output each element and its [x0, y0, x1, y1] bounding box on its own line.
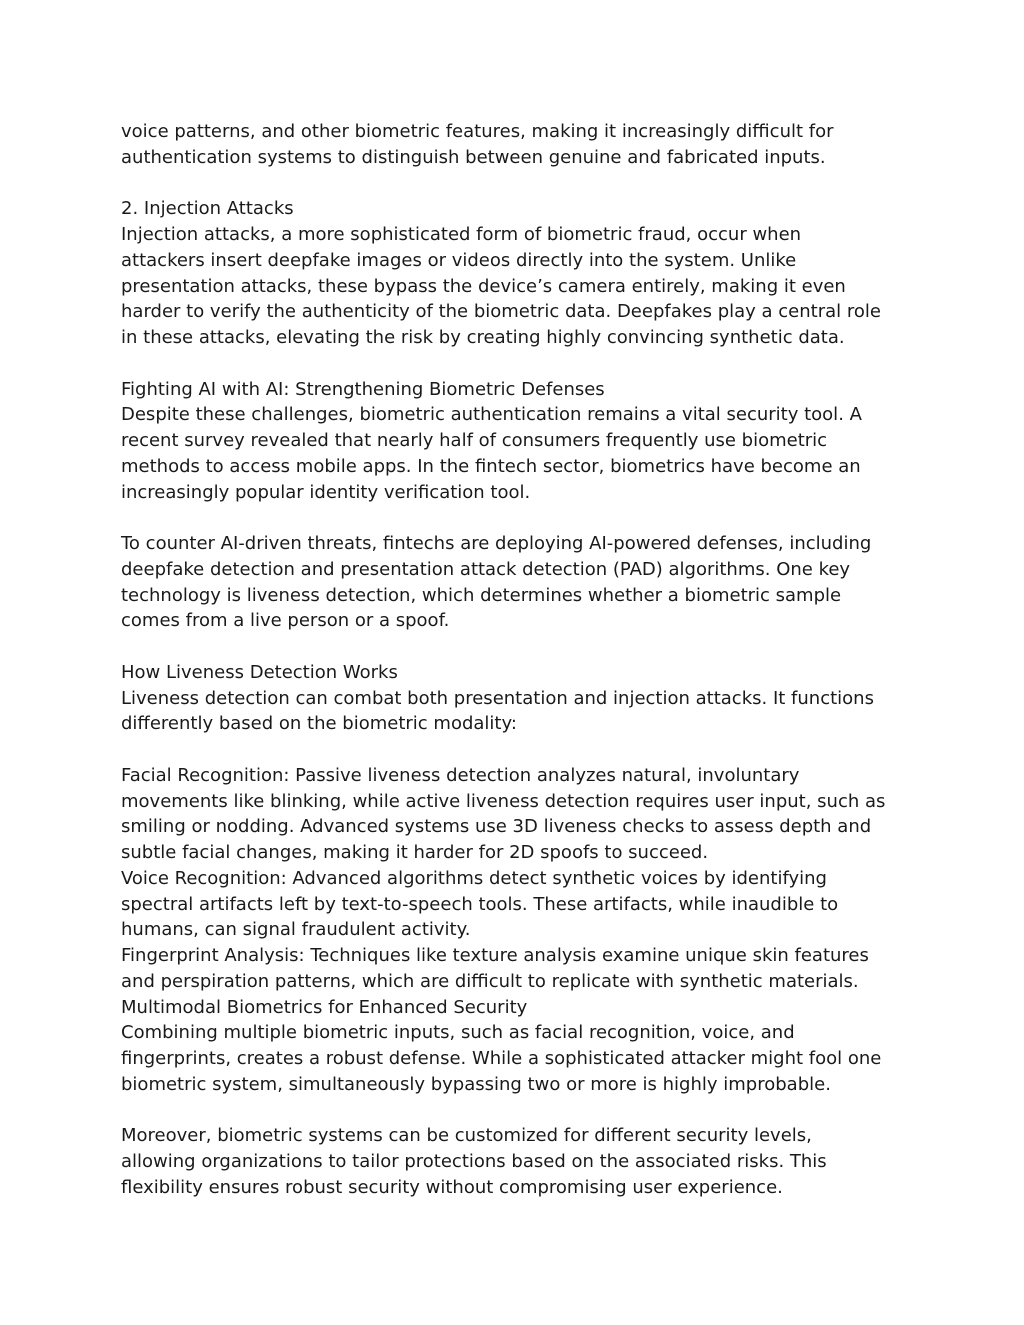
text-line: How Liveness Detection Works: [121, 661, 398, 683]
paragraph-intro-continuation: [121, 119, 921, 171]
text-line: voice patterns, and other biometric features, making it increasingly difficult for: [121, 121, 834, 142]
text-line: humans, can signal fraudulent activity.: [121, 919, 471, 941]
text-line: in these attacks, elevating the risk by creating highly convincing synthetic data.: [121, 327, 845, 348]
text-line: Despite these challenges, biometric authentication remains a vital security tool. A: [121, 404, 862, 426]
text-line: Liveness detection can combat both presentation and injection attacks. It functions: [121, 687, 874, 709]
paragraph-gap: [121, 171, 921, 197]
text-line: Facial Recognition: Passive liveness detection analyzes natural, involuntary: [121, 764, 800, 786]
paragraph-customization: [121, 1123, 921, 1200]
section-injection-attacks: [121, 196, 921, 351]
text-line: 2. Injection Attacks: [121, 198, 294, 220]
paragraph-gap: [121, 505, 921, 531]
text-line: fingerprints, creates a robust defense. While a sophisticated attacker might fool one: [121, 1048, 882, 1069]
text-line: smiling or nodding. Advanced systems use 3D liveness checks to assess depth and: [121, 816, 872, 838]
text-line: harder to verify the authenticity of the biometric data. Deepfakes play a central role: [121, 301, 881, 323]
text-line: allowing organizations to tailor protections based on the associated risks. This: [121, 1151, 827, 1172]
text-line: recent survey revealed that nearly half of consumers frequently use biometric: [121, 430, 828, 451]
paragraph-counter-threats: [121, 531, 921, 634]
text-line: subtle facial changes, making it harder for 2D spoofs to succeed.: [121, 842, 709, 863]
text-line: authentication systems to distinguish between genuine and fabricated inputs.: [121, 146, 826, 168]
text-line: Voice Recognition: Advanced algorithms detect synthetic voices by identifying: [121, 867, 827, 889]
text-line: deepfake detection and presentation attack detection (PAD) algorithms. One key: [121, 558, 851, 580]
text-line: differently based on the biometric modality:: [121, 713, 517, 735]
section-fighting-ai: [121, 377, 921, 506]
text-line: Multimodal Biometrics for Enhanced Security: [121, 996, 528, 1018]
text-line: Fingerprint Analysis: Techniques like texture analysis examine unique skin features: [121, 945, 869, 966]
text-line: comes from a live person or a spoof.: [121, 610, 450, 632]
text-line: Fighting AI with AI: Strengthening Biometric Defenses: [121, 378, 605, 400]
text-line: biometric system, simultaneously bypassing two or more is highly improbable.: [121, 1073, 831, 1095]
text-line: methods to access mobile apps. In the fintech sector, biometrics have become an: [121, 455, 861, 477]
text-line: and perspiration patterns, which are difficult to replicate with synthetic materials.: [121, 970, 859, 992]
text-line: increasingly popular identity verification tool.: [121, 481, 531, 503]
paragraph-gap: [121, 634, 921, 660]
text-line: attackers insert deepfake images or videos directly into the system. Unlike: [121, 249, 797, 271]
document-body: [121, 119, 921, 1201]
text-line: Moreover, biometric systems can be customized for different security levels,: [121, 1125, 812, 1147]
text-line: presentation attacks, these bypass the device’s camera entirely, making it even: [121, 275, 846, 297]
text-line: flexibility ensures robust security without compromising user experience.: [121, 1176, 783, 1198]
paragraph-gap: [121, 351, 921, 377]
text-line: To counter AI-driven threats, fintechs are deploying AI-powered defenses, including: [121, 533, 872, 554]
section-liveness-detection: [121, 660, 921, 737]
text-line: movements like blinking, while active liveness detection requires user input, such as: [121, 790, 886, 812]
paragraph-gap: [121, 737, 921, 763]
text-line: spectral artifacts left by text-to-speech tools. These artifacts, while inaudible to: [121, 893, 839, 915]
section-modalities: [121, 763, 921, 1098]
text-line: technology is liveness detection, which determines whether a biometric sample: [121, 584, 842, 606]
paragraph-gap: [121, 1098, 921, 1124]
text-line: Combining multiple biometric inputs, such as facial recognition, voice, and: [121, 1022, 795, 1044]
text-line: Injection attacks, a more sophisticated form of biometric fraud, occur when: [121, 224, 802, 245]
